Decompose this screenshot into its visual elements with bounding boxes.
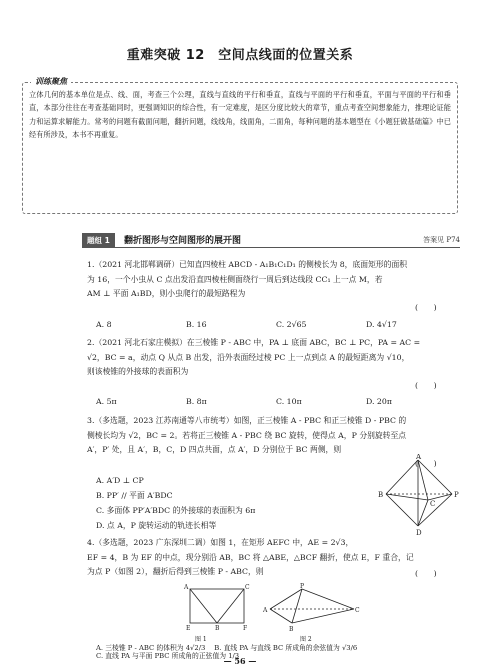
q3-fig-label-a: A [416, 454, 422, 461]
q4-line1: 4.（多选题，2023 广东深圳二调）如图 1，在矩形 AEFC 中，AE = 2√3， [87, 538, 354, 547]
q2-option-c: C. 10π [276, 397, 302, 406]
q3-line3: A′，P′ 处，且 A′，B，C，D 四点共面，点 A′，D 分别位于 BC 两侧，则 [87, 445, 342, 455]
q4-figure-1 [182, 583, 252, 633]
question-2 [87, 336, 459, 380]
q3-option-b: B. PP′ // 平面 A′BDC [96, 491, 173, 500]
q2-line1: 2.（2021 河北石家庄模拟）在三棱锥 P - ABC 中，PA ⊥ 底面 ABC，BC ⊥ PC，PA = AC = [87, 338, 421, 347]
q3-option-a: A. A′D ⊥ CP [96, 476, 144, 485]
q2-option-a: A. 5π [96, 397, 117, 406]
q4-line3: 为点 P（如图 2），翻折后得到三棱锥 P - ABC，则 [87, 567, 264, 577]
q4-answer-paren: ( ) [415, 569, 437, 578]
q4-fig2-label-p: P [300, 583, 305, 590]
q2-line2: √2，BC = a，动点 Q 从点 B 出发，沿外表面经过棱 PC 上一点到点 A 的最短距离为 √10， [87, 352, 410, 362]
q4-fig1-label-c: C [245, 584, 250, 591]
q1-option-a: A. 8 [96, 320, 112, 329]
q1-options [96, 320, 456, 329]
q3-fig-label-b: B [378, 491, 384, 499]
q1-line3: AM ⊥ 平面 A₁BD，则小虫爬行的最短路程为 [87, 289, 246, 299]
q4-option-a: A. 三棱锥 P - ABC 的体积为 4√2/3 [96, 644, 206, 652]
q4-fig1-label-b: B [215, 625, 220, 632]
q3-line2: 侧棱长均为 √2，BC = 2。若将正三棱锥 A - PBC 绕 BC 旋转，使得点 A，P 分别旋转至点 [87, 430, 407, 440]
q3-answer-paren: ( ) [415, 459, 437, 468]
page-title: 重难突破 12 空间点线面的位置关系 [126, 48, 354, 63]
q4-fig2-caption: 图 2 [300, 636, 312, 643]
q4-fig2-label-b: B [289, 626, 294, 633]
q1-line2: 为 16，一个小虫从 C 点出发沿直四棱柱侧面绕行一周后到达线段 CC₁ 上一点 M，若 [87, 274, 383, 284]
q3-line1: 3.（多选题，2023 江苏南通等八市统考）如图，正三棱锥 A - PBC 和正三棱锥 D - PBC 的 [87, 416, 407, 425]
intro-text: 立体几何的基本单位是点、线、面，考查三个公理，直线与直线的平行和垂直，直线与平面的平行和垂直，平面与平面的平行和垂直，本部分往往在考查基础同时，更强调知识的综合性，有一定难度，是区分度比较大的章节，重点考查空间想象能力，推理论证能力和运算求解能力。常考的问题有截面问题，翻折问题，线线角，线面角，二面角，每种问题的基本题型在《小题狂做基础篇》中已经有所涉及，本书不再重复。 [29, 90, 451, 140]
q4-fig1-caption: 图 1 [195, 636, 207, 643]
answer-ref: 答案见 P74 [423, 236, 460, 244]
q1-option-d: D. 4√17 [366, 320, 397, 329]
q4-option-b: B. 直线 PA 与直线 BC 所成角的余弦值为 √3/6 [214, 644, 358, 652]
q4-fig2-label-c: C [355, 607, 360, 614]
q4-fig1-label-f: F [243, 625, 248, 632]
topic-title: 翻折图形与空间图形的展开图 [124, 236, 242, 246]
q4-figure-2 [262, 583, 362, 633]
intro-tag: 训练聚焦 [31, 76, 71, 87]
q4-option-c: C. 直线 PA 与平面 PBC 所成角的正弦值为 1/3 [96, 652, 240, 660]
q3-fig-label-c: C [430, 500, 436, 508]
q2-options [96, 397, 456, 406]
q1-answer-paren: ( ) [415, 303, 437, 312]
question-3 [87, 414, 459, 458]
q2-answer-paren: ( ) [415, 381, 437, 390]
topic-badge: 题组 1 [82, 233, 115, 248]
q3-option-d: D. 点 A，P 旋转运动的轨迹长相等 [96, 521, 217, 530]
q2-line3: 则该棱锥的外接球的表面积为 [87, 367, 189, 377]
q4-fig1-label-e: E [186, 625, 191, 632]
q1-option-c: C. 2√65 [276, 320, 307, 329]
q2-option-b: B. 8π [186, 397, 207, 406]
q4-fig1-label-a: A [184, 584, 189, 591]
q1-option-b: B. 16 [186, 320, 207, 329]
topic-bar [82, 232, 460, 248]
q3-option-c: C. 多面体 PP′A′BDC 的外接球的表面积为 6π [96, 506, 256, 515]
q2-option-d: D. 20π [366, 397, 392, 406]
q4-fig2-label-a: A [263, 607, 268, 614]
q1-line1: 1.（2021 河北邯郸调研）已知直四棱柱 ABCD - A₁B₁C₁D₁ 的侧棱长为 8，底面矩形的面积 [87, 260, 408, 269]
question-4 [87, 536, 459, 580]
page-number: — 56 — [223, 656, 257, 666]
q3-fig-label-p: P [454, 491, 459, 499]
question-1 [87, 258, 459, 302]
q3-fig-label-d: D [416, 529, 422, 536]
q4-line2: EF = 4，B 为 EF 的中点，现分别沿 AB，BC 将 △ABE，△BCF 翻折，使点 E，F 重合，记 [87, 552, 414, 562]
q3-figure [378, 454, 460, 536]
intro-box [22, 76, 458, 214]
